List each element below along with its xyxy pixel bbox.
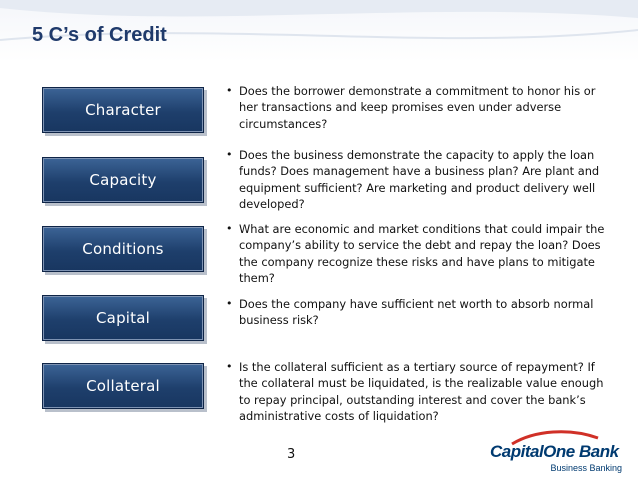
capital-one-logo: [490, 430, 630, 474]
c-box-label: Character: [85, 101, 161, 119]
c-box-label: Capital: [96, 309, 150, 327]
c-box-capital: [42, 295, 204, 341]
bullet-dot-icon: •: [226, 84, 233, 97]
c-box-conditions: [42, 226, 204, 272]
logo-wordmark: CapitalOne Bank: [490, 442, 619, 461]
bullet-text: Does the borrower demonstrate a commitment to honor his or her transactions and keep promises even under adverse circumstances?: [239, 84, 596, 131]
c-box-collateral: [42, 363, 204, 409]
bullet-capacity: [226, 147, 611, 213]
slide-title: 5 C’s of Credit: [32, 24, 167, 46]
c-box-label: Capacity: [89, 171, 157, 189]
c-box-capacity: [42, 157, 204, 203]
bullet-character: [226, 83, 611, 132]
bullet-dot-icon: •: [226, 360, 233, 373]
bullet-dot-icon: •: [226, 297, 233, 310]
c-box-label: Collateral: [86, 377, 160, 395]
c-box-label: Conditions: [82, 240, 164, 258]
bullet-dot-icon: •: [226, 222, 233, 235]
bullet-collateral: [226, 359, 611, 425]
bullet-text: What are economic and market conditions that could impair the company’s ability to service the debt and repay the loan? Does the company recognize these risks and have plans to mitigate them?: [239, 222, 605, 286]
logo-subtitle: Business Banking: [550, 463, 622, 473]
bullet-capital: [226, 296, 611, 329]
bullet-text: Does the company have sufficient net worth to absorb normal business risk?: [239, 297, 594, 328]
bullet-conditions: [226, 221, 611, 287]
bullet-text: Does the business demonstrate the capacity to apply the loan funds? Does management have a business plan? Are plant and equipment sufficient? Are marketing and product delivery well developed?: [239, 148, 600, 212]
page-number: 3: [287, 447, 296, 462]
bullet-text: Is the collateral sufficient as a tertiary source of repayment? If the collateral must be liquidated, is the realizable value enough to repay principal, outstanding interest and cover the bank’s administrative costs of liquidation?: [239, 360, 604, 424]
bullet-dot-icon: •: [226, 148, 233, 161]
c-box-character: [42, 87, 204, 133]
